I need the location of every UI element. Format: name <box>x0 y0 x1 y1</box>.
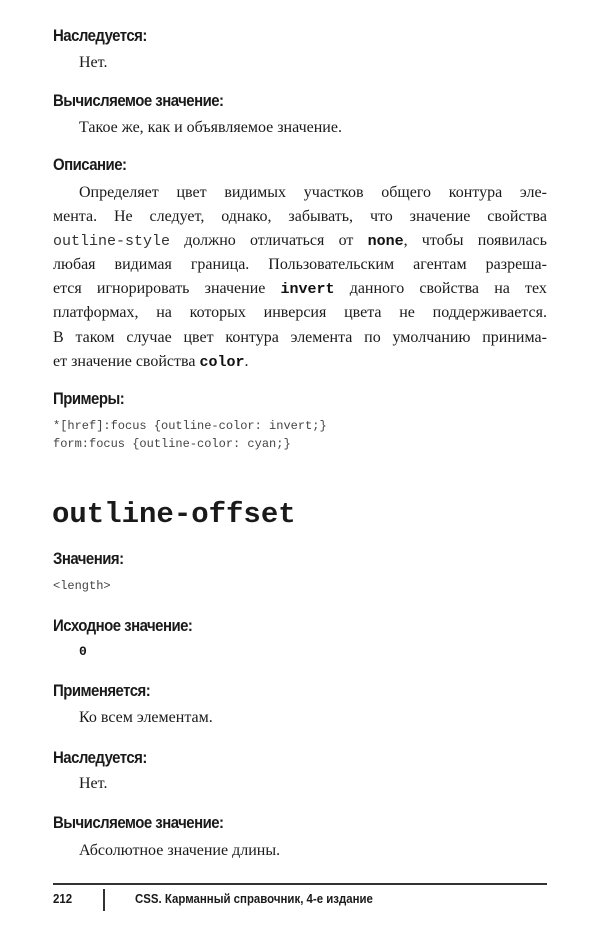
word-text: элемента <box>290 328 353 346</box>
word-text: что <box>369 208 393 226</box>
paragraph-line <box>53 301 547 325</box>
computed-heading-2: Вычисляемое значение: <box>53 813 224 832</box>
word <box>264 301 327 325</box>
word <box>291 326 353 350</box>
word <box>364 326 381 350</box>
word-text: случае <box>126 328 172 346</box>
code-example-1: *[href]:focus {outline-color: invert;} <box>53 419 327 433</box>
word <box>304 181 364 205</box>
word <box>156 301 172 325</box>
punctuation: , <box>403 232 408 250</box>
punctuation: . <box>244 352 249 370</box>
initial-value: 0 <box>79 644 87 659</box>
word <box>53 205 97 229</box>
word <box>494 277 510 301</box>
word-text: которых <box>189 304 246 322</box>
footer-rule <box>53 883 547 885</box>
word <box>53 350 67 374</box>
word-text: color <box>199 353 245 371</box>
word-text: граница. <box>190 256 250 274</box>
word <box>410 205 471 229</box>
word-text: Определяет <box>79 184 159 201</box>
word <box>190 301 246 325</box>
inline-code-word <box>368 229 408 253</box>
word-text: агентам <box>413 256 467 274</box>
word-text: принима- <box>482 328 547 346</box>
word <box>486 253 547 277</box>
word-text: не <box>399 304 415 322</box>
word-text: общего <box>381 184 432 201</box>
computed-value: Такое же, как и объявляемое значение. <box>79 119 342 136</box>
word-text: значение <box>409 208 471 226</box>
inherited-heading-2: Наследуется: <box>53 748 147 767</box>
word-text: забывать, <box>288 208 354 226</box>
word-text: outline-style <box>53 233 171 251</box>
word-text: Пользовательским <box>268 256 395 274</box>
word <box>344 301 381 325</box>
word-text: свойства <box>487 208 547 226</box>
word <box>520 181 547 205</box>
word-text: на <box>156 304 172 322</box>
paragraph-line <box>53 205 547 229</box>
word <box>53 326 64 350</box>
word <box>250 229 324 253</box>
word <box>268 253 394 277</box>
word-text: ет <box>53 352 68 370</box>
word-text: видимая <box>114 256 172 274</box>
word <box>53 301 138 325</box>
word <box>288 205 353 229</box>
paragraph-line <box>53 277 547 301</box>
computed-value-2: Абсолютное значение длины. <box>79 842 281 859</box>
word-text: свойства <box>135 352 196 370</box>
paragraph-line <box>53 350 547 374</box>
word-text: должно <box>184 232 236 250</box>
word <box>126 326 171 350</box>
examples-heading: Примеры: <box>53 389 125 408</box>
inherited-value: Нет. <box>79 54 108 71</box>
paragraph-line <box>53 326 547 350</box>
word <box>399 301 415 325</box>
code-example-2: form:focus {outline-color: cyan;} <box>53 437 291 451</box>
word <box>114 205 133 229</box>
word <box>370 205 393 229</box>
inline-code-word <box>281 277 335 301</box>
paragraph-line <box>53 229 547 253</box>
word <box>224 181 286 205</box>
word-text: от <box>338 232 354 250</box>
word <box>525 277 547 301</box>
inline-code-word <box>53 229 170 253</box>
word-text: цвета <box>344 304 382 322</box>
word <box>53 277 82 301</box>
word-text: цвет <box>183 328 214 346</box>
footer-divider <box>103 889 105 911</box>
property-title: outline-offset <box>52 498 296 531</box>
word <box>381 181 431 205</box>
word <box>449 181 502 205</box>
word-text: none <box>367 233 404 251</box>
word-text: чтобы <box>421 232 464 250</box>
word-text: любая <box>53 256 96 274</box>
word <box>97 277 190 301</box>
word-text: следует, <box>149 208 205 226</box>
word <box>79 181 159 205</box>
word <box>150 205 205 229</box>
description-heading: Описание: <box>53 155 127 174</box>
word <box>482 326 547 350</box>
book-title: CSS. Карманный справочник, 4-е издание <box>135 891 373 906</box>
applies-value: Ко всем элементам. <box>79 709 213 726</box>
word-text: свойства <box>419 280 480 298</box>
computed-heading: Вычисляемое значение: <box>53 91 224 110</box>
word-text: значение <box>204 280 266 298</box>
word-text: контура <box>225 328 279 346</box>
word <box>136 350 196 374</box>
values-value: <length> <box>53 579 111 593</box>
word-text: поддерживается. <box>432 304 547 322</box>
paragraph-line <box>53 253 547 277</box>
word-text: участков <box>303 184 364 201</box>
applies-heading: Применяется: <box>53 681 151 700</box>
word <box>75 326 114 350</box>
inherited-heading: Наследуется: <box>53 26 147 45</box>
word <box>419 277 479 301</box>
word <box>176 181 206 205</box>
word <box>115 253 172 277</box>
word-text: эле- <box>519 184 547 201</box>
word <box>350 277 405 301</box>
word-text: Не <box>113 208 133 226</box>
word <box>433 301 547 325</box>
description-paragraph <box>53 181 547 374</box>
word-text: таком <box>75 328 115 346</box>
word-text: значение <box>71 352 132 370</box>
word-text: invert <box>280 281 335 299</box>
word <box>339 229 354 253</box>
word-text: игнорировать <box>96 280 190 298</box>
word <box>205 277 266 301</box>
page-number: 212 <box>53 891 73 906</box>
paragraph-line <box>53 181 547 205</box>
word-text: умолчанию <box>392 328 471 346</box>
word-text: платформах, <box>53 304 139 322</box>
word-text: контура <box>448 184 503 201</box>
word-text: мента. <box>53 208 98 226</box>
word <box>183 326 213 350</box>
values-heading: Значения: <box>53 549 124 568</box>
word <box>225 326 278 350</box>
word <box>71 350 132 374</box>
word-text: цвет <box>176 184 207 201</box>
word-text: однако, <box>221 208 272 226</box>
word <box>413 253 467 277</box>
word-text: данного <box>349 280 405 298</box>
word <box>478 229 547 253</box>
word-text: ется <box>53 280 82 298</box>
word-text: тех <box>525 280 547 298</box>
inline-code-word <box>199 350 248 374</box>
word <box>221 205 271 229</box>
word <box>422 229 464 253</box>
word-text: В <box>53 328 64 346</box>
word <box>487 205 547 229</box>
word <box>191 253 249 277</box>
word-text: разреша- <box>485 256 547 274</box>
word <box>184 229 236 253</box>
word-text: отличаться <box>249 232 325 250</box>
word-text: видимых <box>224 184 287 201</box>
word <box>393 326 471 350</box>
inherited-value-2: Нет. <box>79 775 108 792</box>
word-text: инверсия <box>263 304 327 322</box>
word-text: по <box>364 328 381 346</box>
initial-heading: Исходное значение: <box>53 616 193 635</box>
word-text: появилась <box>477 232 547 250</box>
word-text: на <box>494 280 510 298</box>
word <box>53 253 96 277</box>
